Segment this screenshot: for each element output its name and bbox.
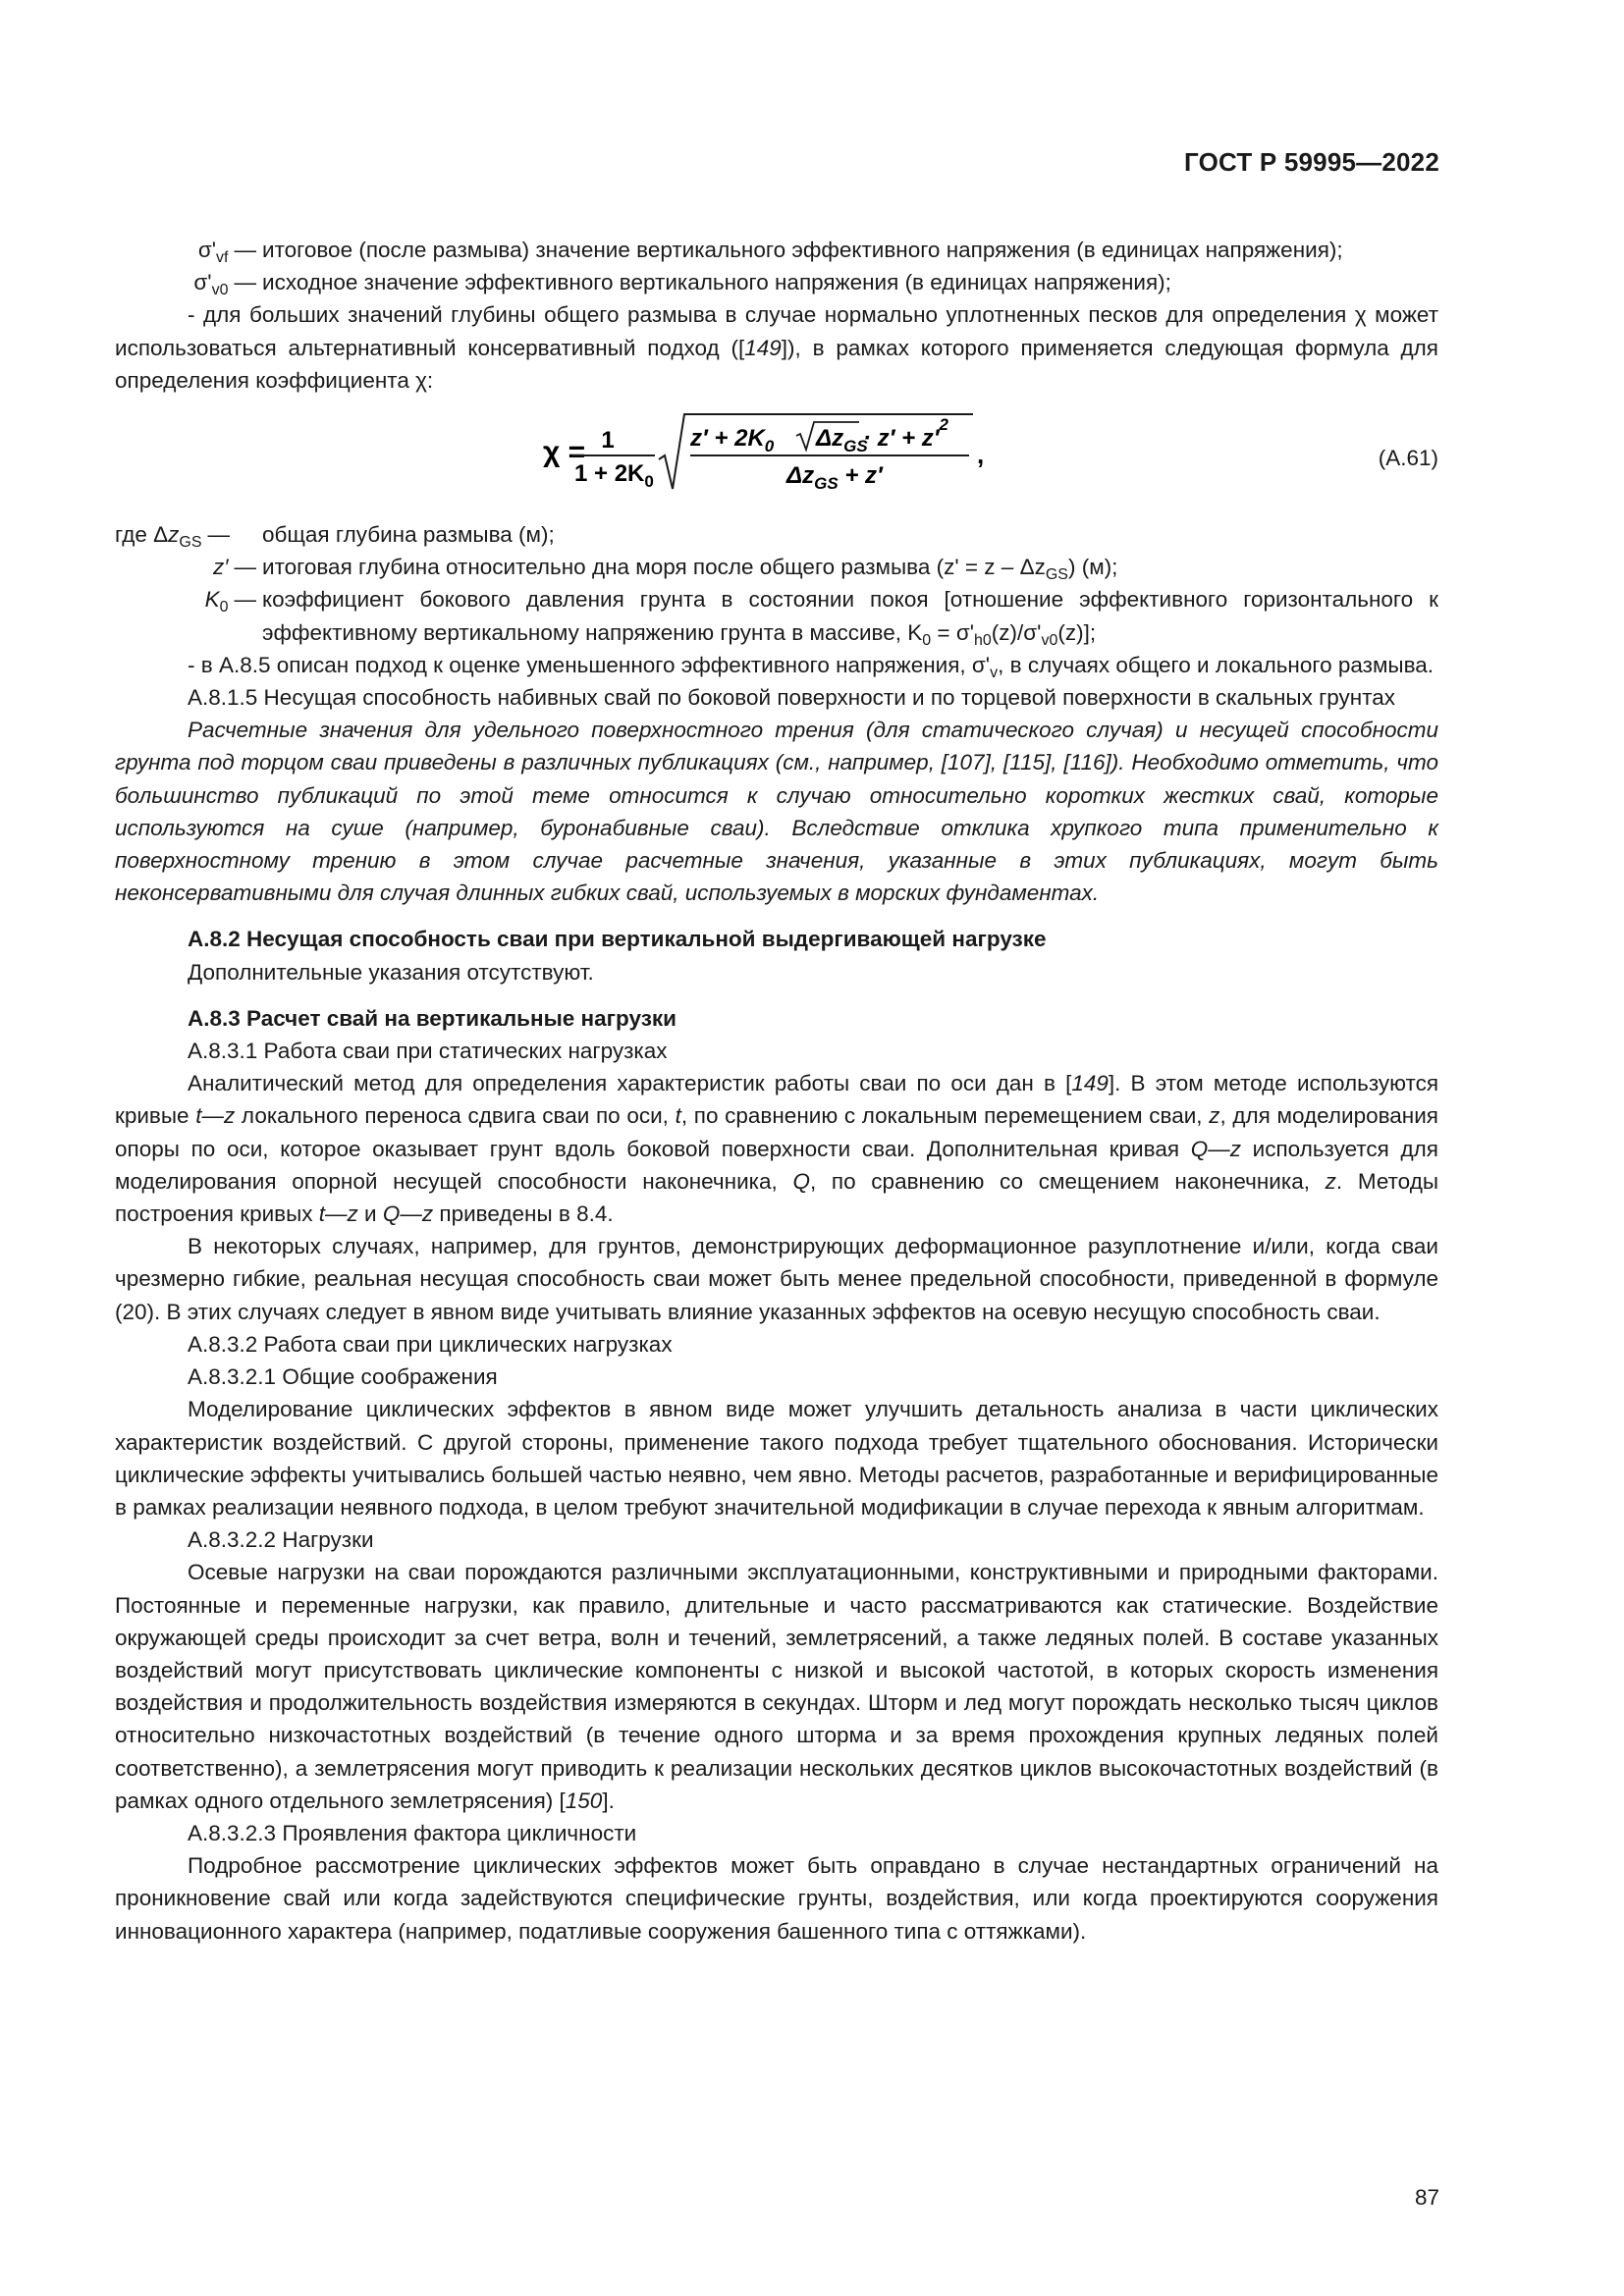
svg-text:· z′ + z′2: · $z' + z'^2$ [863, 415, 948, 453]
paragraph-a85-ref: - в А.8.5 описан подход к оценке уменьшенного эффективного напряжения, $\sigma'_v$, в случаях общего и локального размыва. [188, 652, 1435, 681]
paragraph-design-values: Расчетные значения для удельного поверхностного трения (для статического случая) и несущей способности грунта под торцом сваи приведены в различных публикациях (см., например, [107], [115], [116]). Необходимо отметить, что большинство публикаций по этой теме относится к случаю относительно коротких жестких свай, которые используются на суше (например, буронабивные сваи). Вследствие отклика хрупкого типа применительно к поверхностному трению в этом случае расчетные значения, указанные в этих публикациях, могут быть неконсервативными для случая длинных гибких свай, используемых в морских фундаментах. [115, 718, 1438, 906]
svg-text:ΔzGS + z′: $\Delta z_{GS} + z'$ [786, 462, 883, 494]
document-body [115, 234, 1438, 1948]
clause-a8322: А.8.3.2.2 Нагрузки [188, 1527, 374, 1553]
svg-text:1 + 2K0: $1 + 2K_0$ [574, 460, 654, 492]
where-z-prime: z′ — итоговая глубина относительно дна моря после общего размыва $(z' = z - \Delta z_{GS})$ (м); [213, 555, 1118, 584]
svg-text:ΔzGS: $\Delta z_{GS}$ [816, 425, 868, 456]
equation-number: (А.61) [1378, 446, 1438, 471]
where-k0: $K_0$ — коэффициент бокового давления грунта в состоянии покоя [отношение эффективного горизонтального к эффективному вертикальному напряжению грунта в массиве, $K_0 = \sigma'_{h0}(z)/\sigma'_{v0}(z)$]; [204, 587, 1438, 649]
paragraph-softening: В некоторых случаях, например, для грунтов, демонстрирующих деформационное разуплотнение и/или, когда сваи чрезмерно гибкие, реальная несущая способность сваи может быть менее предельной способности, приведенной в формуле (20). В этих случаях следует в явном виде учитывать влияние указанных эффектов на осевую несущую способность сваи. [115, 1234, 1438, 1324]
clause-a832: А.8.3.2 Работа сваи при циклических нагрузках [188, 1331, 673, 1357]
clause-a8323: А.8.3.2.3 Проявления фактора цикличности [188, 1820, 637, 1845]
heading-a82: А.8.2 Несущая способность сваи при вертикальной выдергивающей нагрузке [188, 927, 1047, 952]
heading-a83: А.8.3 Расчет свай на вертикальные нагрузки [188, 1005, 677, 1031]
clause-a8321: А.8.3.2.1 Общие соображения [188, 1364, 498, 1390]
svg-text:χ =: χ = [543, 436, 586, 469]
paragraph-no-guidance: Дополнительные указания отсутствуют. [188, 959, 594, 985]
document-header: ГОСТ Р 59995—2022 [1184, 147, 1439, 177]
formula-a61 [115, 402, 1438, 508]
definition-sigma-v0: $\sigma'_{v0}$ — исходное значение эффективного вертикального напряжения (в единицах напряжения); [193, 270, 1171, 299]
clause-a815: А.8.1.5 Несущая способность набивных свай по боковой поверхности и по торцевой поверхности в скальных грунтах [188, 685, 1396, 711]
formula-chi [537, 402, 1087, 508]
page-number: 87 [1414, 2185, 1439, 2210]
paragraph-cyclic-modelling: Моделирование циклических эффектов в явном виде может улучшить детальность анализа в части циклических характеристик воздействий. С другой стороны, применение такого подхода требует тщательного обоснования. Исторически циклические эффекты учитывались большей частью неявно, чем явно. Методы расчетов, разработанные и верифицированные в рамках реализации неявного подхода, в целом требуют значительной модификации в случае перехода к явным алгоритмам. [115, 1397, 1438, 1520]
paragraph-analytical-method: Аналитический метод для определения характеристик работы сваи по оси дан в [149]. В этом методе используются кривые t—z локального переноса сдвига сваи по оси, t, по сравнению с локальным перемещением сваи, z, для моделирования опоры по оси, которое оказывает грунт вдоль боковой поверхности сваи. Дополнительная кривая Q—z используется для моделирования опорной несущей способности наконечника, Q, по сравнению со смещением наконечника, z. Методы построения кривых t—z и Q—z приведены в 8.4. [115, 1071, 1439, 1227]
svg-text:,: , [977, 440, 985, 470]
svg-text:z′ + 2K0: $z' + 2K_0$ [690, 425, 775, 456]
svg-text:1: 1 [601, 427, 615, 454]
paragraph-alt-approach: - для больших значений глубины общего размыва в случае нормально уплотненных песков для определения χ может использоваться альтернативный консервативный подход ([149]), в рамках которого применяется следующая формула для определения коэффициента χ: [115, 302, 1438, 393]
paragraph-axial-loads: Осевые нагрузки на сваи порождаются различными эксплуатационными, конструктивными и природными факторами. Постоянные и переменные нагрузки, как правило, длительные и часто рассматриваются как статические. Воздействие окружающей среды происходит за счет ветра, волн и течений, землетрясений, а также ледяных полей. В составе указанных воздействий могут присутствовать циклические компоненты с низкой и высокой частотой, в которых скорость изменения воздействия и продолжительность воздействия измеряются в секундах. Шторм и лед могут порождать несколько тысяч циклов относительно низкочастотных воздействий (в течение одного шторма и за время прохождения крупных ледяных полей соответственно), а землетрясения могут приводить к реализации нескольких десятков циклов высокочастотных воздействий (в рамках одного отдельного землетрясения) [150]. [115, 1560, 1438, 1813]
definition-sigma-vf: $\sigma'_{vf}$ — итоговое (после размыва) значение вертикального эффективного напряжения (в единицах напряжения); [197, 238, 1343, 266]
paragraph-cyclic-effects: Подробное рассмотрение циклических эффектов может быть оправдано в случае нестандартных ограничений на проникновение свай или когда задействуются специфические грунты, воздействия, или когда проектируются сооружения инновационного характера (например, податливые сооружения башенного типа с оттяжками). [115, 1853, 1438, 1944]
where-delta-zgs: где $\Delta z_{GS}$ — общая глубина размыва (м); [115, 522, 555, 552]
clause-a831: А.8.3.1 Работа сваи при статических нагрузках [188, 1039, 668, 1064]
